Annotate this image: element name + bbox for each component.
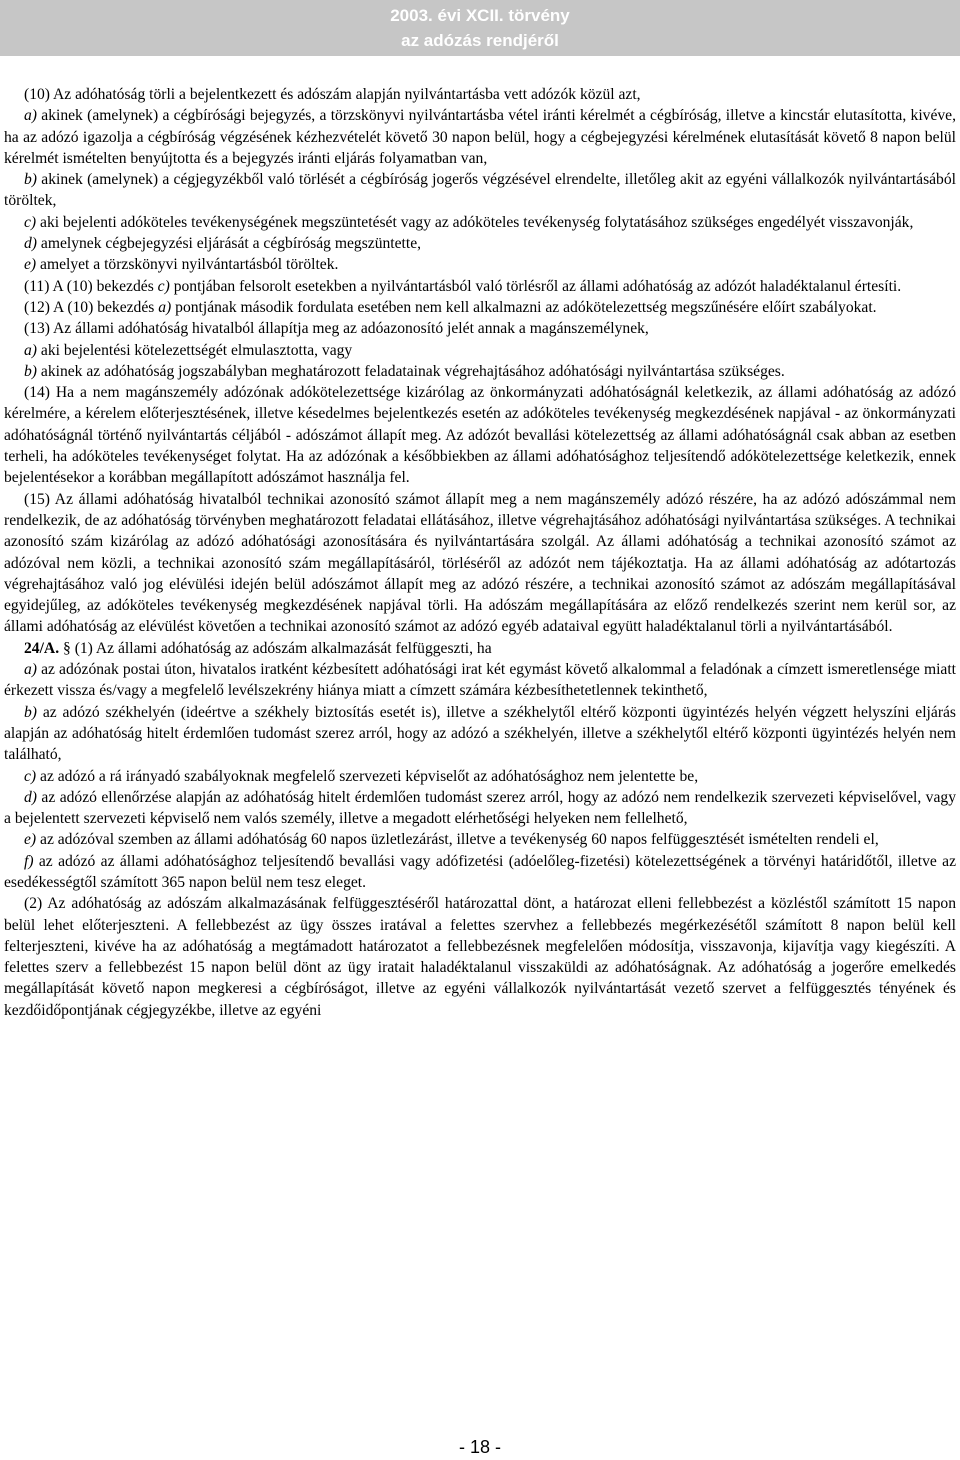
document-body <box>4 84 956 1021</box>
paragraph-text: (13) Az állami adóhatóság hivatalból állapítja meg az adóazonosító jelét annak a magánszemélynek, <box>24 320 649 338</box>
point-label: c) <box>157 277 170 295</box>
paragraph <box>4 766 956 787</box>
point-label: d) <box>24 235 37 253</box>
paragraph <box>4 318 956 339</box>
paragraph-text: pontjának második fordulata esetében nem kell alkalmazni az adókötelezettség megszűnésére előírt szabályokat. <box>171 298 877 316</box>
point-label: b) <box>24 171 37 189</box>
paragraph-text: az adózó az állami adóhatósághoz teljesítendő bevallási vagy adófizetési (adóelőleg-fizetési) kötelezettségének a törvényi határidőtől, illetve az esedékességtől számított 365 napon belül nem tesz eleget. <box>4 852 956 891</box>
point-label: b) <box>24 703 37 721</box>
paragraph <box>4 851 956 894</box>
paragraph-text: § (1) Az állami adóhatóság az adószám alkalmazását felfüggeszti, ha <box>59 639 492 657</box>
paragraph <box>4 105 956 169</box>
paragraph-text: akinek az adóhatóság jogszabályban meghatározott feladatainak végrehajtásához adóhatósági nyilvántartása szükséges. <box>37 362 785 380</box>
point-label: c) <box>24 213 37 231</box>
paragraph <box>4 340 956 361</box>
paragraph-text: (10) Az adóhatóság törli a bejelentkezett és adószám alapján nyilvántartásba vett adózók közül azt, <box>24 86 641 103</box>
paragraph <box>4 254 956 275</box>
point-label: a) <box>24 341 37 359</box>
paragraph <box>4 787 956 830</box>
paragraph-text: akinek (amelynek) a cégbírósági bejegyzés, a törzskönyvi nyilvántartásba vétel iránti kérelmét a cégbíróság, illetve a kincstár elutasította, kivéve, ha az adózó igazolja a cégbíróság végzésének kézhezvételét követő 30 napon belül, hogy a cégbejegyzési kérelmének elutasítását követő 8 napon belül kérelmét ismételten benyújtotta és a bejegyzés iránti eljárás folyamatban van, <box>4 107 956 167</box>
point-label: c) <box>24 767 37 785</box>
point-label: a) <box>24 661 37 679</box>
paragraph-text: amelynek cégbejegyzési eljárását a cégbíróság megszüntette, <box>37 235 422 253</box>
paragraph-text: az adózó ellenőrzése alapján az adóhatóság hitelt érdemlően tudomást szerez arról, hogy az adózó nem rendelkezik szervezeti képviselővel, vagy a bejelentett szervezeti képviselő nem valós személy, illetve a megadott elérhetőségi helyeken nem fellelhető, <box>4 788 956 828</box>
paragraph <box>4 276 956 297</box>
paragraph <box>4 659 956 702</box>
paragraph <box>4 361 956 382</box>
paragraph-text: (11) A (10) bekezdés <box>24 277 158 295</box>
paragraph-text: aki bejelentési kötelezettségét elmulasztotta, vagy <box>37 341 353 359</box>
paragraph-text: az adózó a rá irányadó szabályoknak megfelelő szervezeti képviselőt az adóhatósághoz nem jelentette be, <box>36 767 699 785</box>
paragraph-text: amelyet a törzskönyvi nyilvántartásból töröltek. <box>36 256 339 274</box>
page-header <box>0 0 960 56</box>
paragraph <box>4 382 956 488</box>
point-label: e) <box>24 831 37 849</box>
paragraph-text: (14) Ha a nem magánszemély adózónak adókötelezettsége kizárólag az önkormányzati adóhatóságnál keletkezik, az állami adóhatóság az adózó kérelmére, a kérelem előterjesztésének, illetve késedelmes bejelentkezés esetén az adóköteles tevékenység megkezdésének napjával - az önkormányzati adóhatóságnál történő nyilvántartás céljából - adószámot állapít meg. Az adózót bevallási kötelezettség az állami adóhatóságnál csak abban az esetben terheli, ha adóköteles tevékenységet folytat. Ha az adózónak a későbbiekben az állami adóhatósághoz teljesítendő adókötelezettsége keletkezik, ennek bejelentésekor a korábban megállapított adószámot használja fel. <box>4 384 956 487</box>
page-number: - 18 - <box>458 1437 501 1457</box>
paragraph <box>4 169 956 212</box>
point-label: b) <box>24 362 37 380</box>
paragraph <box>4 638 956 659</box>
paragraph-text: (2) Az adóhatóság az adószám alkalmazásának felfüggesztéséről határozattal dönt, a határozat elleni fellebbezést a közléstől számított 15 napon belül lehet előterjeszteni. A fellebbezést az ügy összes iratával a felettes szervhez a fellebbezés megérkezésétől számított 8 napon belül kell felterjeszteni, kivéve ha az adóhatóság a megtámadott határozatot a fellebbezésnek megfelelően módosítja, visszavonja, kijavítja vagy kiegészíti. A felettes szerv a fellebbezést 15 napon belül dönt az ügy iratait haladéktalanul visszaküldi az adóhatóságnak. Az adóhatóság a jogerőre emelkedés megállapítását követő napon megkeresi a cégbíróságot, illetve az egyéni vállalkozók nyilvántartását vezető szervet a felfüggesztés tényének és kezdőidőpontjának cégjegyzékbe, illetve az egyéni <box>4 895 956 1019</box>
paragraph <box>4 84 956 105</box>
paragraph <box>4 893 956 1021</box>
paragraph <box>4 212 956 233</box>
paragraph <box>4 829 956 850</box>
paragraph-text: (15) Az állami adóhatóság hivatalból technikai azonosító számot állapít meg a nem magánszemély adózó részére, ha az adózó adószámmal nem rendelkezik, de az adóhatóság törvényben meghatározott feladatai ellátásához, illetve végrehajtásához adóhatósági nyilvántartása szükséges. A technikai azonosító szám kizárólag az adózó adóhatósági azonosítására és nyilvántartására szolgál. Az állami adóhatóság a technikai azonosító számot az adózóval nem közli, a technikai azonosító szám megállapításáról, törléséről az adózót nem tájékoztatja. Ha az állami adóhatóság az adótartozás végrehajtásához való jog elévülési idején belül adószámot állapít meg az adózó részére, a technikai azonosító számot az adószám megállapításával egyidejűleg, az adóköteles tevékenység megkezdésének napjával törli. Ha adószám megállapítására az előző rendelkezés szerint nem kerül sor, az állami adóhatóság az elévülést követően a technikai azonosító számot az adózó egyéb adataival együtt haladéktalanul törli a nyilvántartásából. <box>4 490 956 636</box>
point-label: e) <box>24 256 37 274</box>
paragraph-text: az adózóval szemben az állami adóhatóság 60 napos üzletlezárást, illetve a tevékenység 60 napos felfüggesztését ismételten rendeli el, <box>36 831 879 849</box>
paragraph <box>4 489 956 638</box>
paragraph-text: az adózónak postai úton, hivatalos iratként kézbesített adóhatósági irat két egymást követő alkalommal a feladónak a címzett ismeretlensége miatt érkezett vissza és/vagy a megfelelő levélszekrény hiánya miatt a címzett számára kézbesíthetetlennek tekinthető, <box>4 661 956 700</box>
point-label: a) <box>24 107 37 125</box>
paragraph <box>4 233 956 254</box>
paragraph <box>4 297 956 318</box>
paragraph <box>4 702 956 766</box>
paragraph-text: (12) A (10) bekezdés <box>24 298 159 316</box>
point-label: d) <box>24 788 37 806</box>
point-label: a) <box>158 298 172 316</box>
point-label: f) <box>24 852 34 870</box>
paragraph-text: aki bejelenti adóköteles tevékenységének megszüntetését vagy az adóköteles tevékenység folytatásához szükséges engedélyét visszavonják, <box>36 213 914 231</box>
paragraph-text: pontjában felsorolt esetekben a nyilvántartásból való törlésről az állami adóhatóság az adózót haladéktalanul értesíti. <box>169 277 902 295</box>
section-number: 24/A. <box>24 639 60 657</box>
paragraph-text: az adózó székhelyén (ideértve a székhely biztosítás esetét is), illetve a székhelytől eltérő központi ügyintézés helyén végzett helyszíni eljárás alapján az adóhatóság hitelt érdemlően tudomást szerez arról, hogy az adózó a székhelyén, illetve a székhelytől eltérő központi ügyintézés helyén nem található, <box>4 703 956 764</box>
law-subtitle: az adózás rendjéről <box>401 31 559 50</box>
law-title: 2003. évi XCII. törvény <box>390 6 570 25</box>
paragraph-text: akinek (amelynek) a cégjegyzékből való törlését a cégbíróság jogerős végzésével elrendelte, illetőleg akit az egyéni vállalkozók nyilvántartásából töröltek, <box>4 171 956 210</box>
